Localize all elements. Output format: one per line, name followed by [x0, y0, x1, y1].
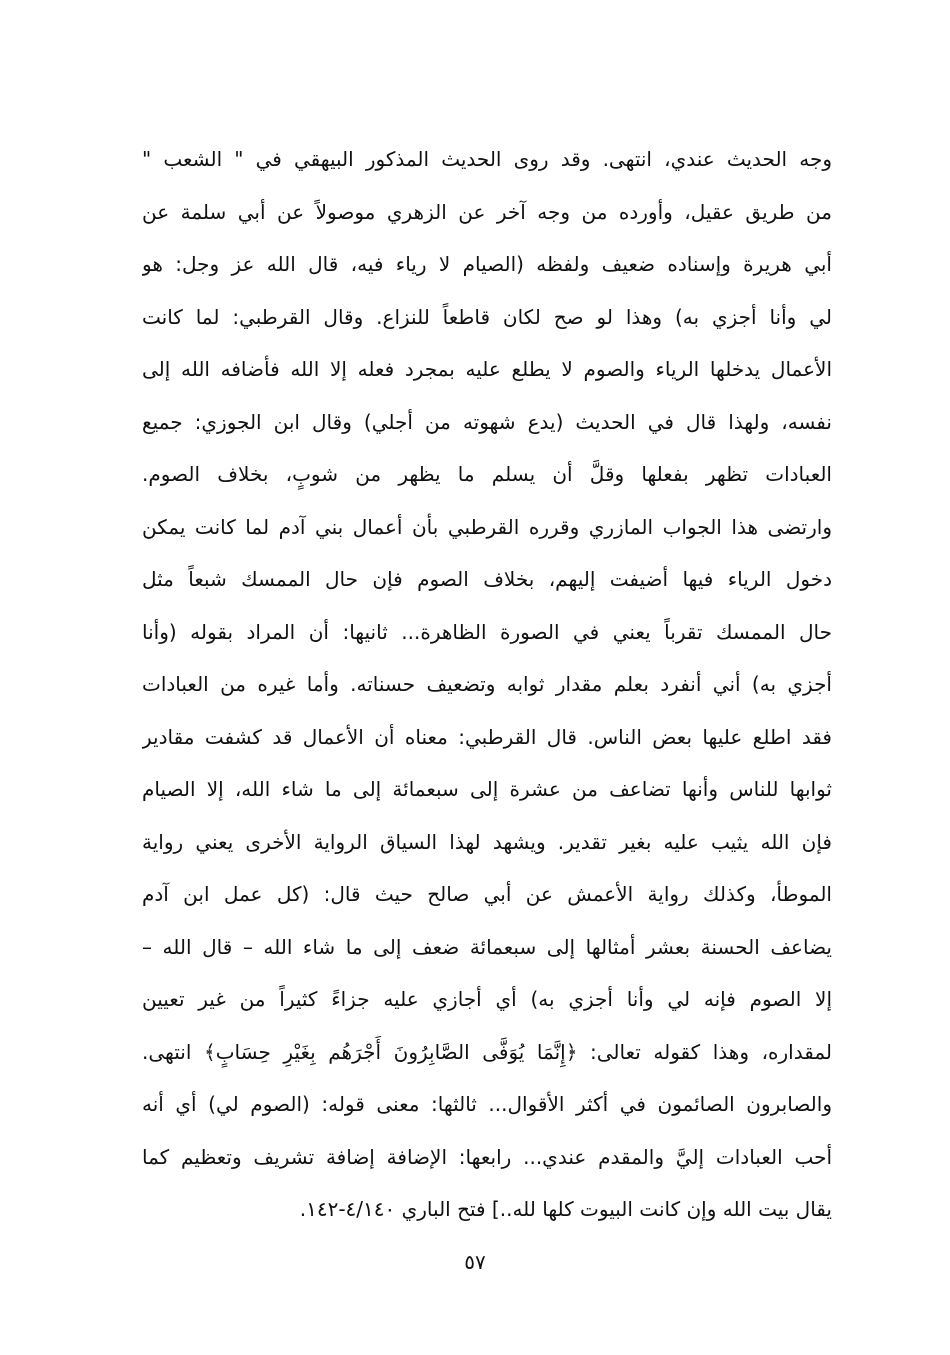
text-line-13: ثوابها للناس وأنها تضاعف من عشرة إلى سبعمائة إلى ما شاء الله، إلا الصيام [142, 777, 832, 801]
text-line-20: أحب العبادات إليَّ والمقدم عندي... رابعها: الإضافة إضافة تشريف وتعظيم كما [142, 1144, 832, 1169]
text-line-12: فقد اطلع عليها بعض الناس. قال القرطبي: معناه أن الأعمال قد كشفت مقادير [142, 724, 832, 749]
page-number: ٥٧ [464, 1250, 486, 1274]
text-line-5: الأعمال يدخلها الرياء والصوم لا يطلع عليه بمجرد فعله إلا الله فأضافه الله إلى [142, 357, 832, 381]
text-line-15: الموطأ، وكذلك رواية الأعمش عن أبي صالح حيث قال: (كل عمل ابن آدم [142, 882, 832, 906]
text-line-10: حال الممسك تقرباً يعني في الصورة الظاهرة... ثانيها: أن المراد بقوله (وأنا [142, 619, 832, 644]
text-line-9: دخول الرياء فيها أضيفت إليهم، بخلاف الصوم فإن حال الممسك شبعاً مثل [142, 567, 832, 591]
text-line-19: والصابرون الصائمون في أكثر الأقوال... ثالثها: معنى قوله: (الصوم لي) أي أنه [142, 1092, 832, 1116]
text-line-3: أبي هريرة وإسناده ضعيف ولفظه (الصيام لا رياء فيه، قال الله عز وجل: هو [142, 252, 832, 276]
text-line-8: وارتضى هذا الجواب المازري وقرره القرطبي بأن أعمال بني آدم لما كانت يمكن [142, 514, 832, 539]
text-line-1: وجه الحديث عندي، انتهى. وقد روى الحديث المذكور البيهقي في " الشعب " [142, 147, 832, 171]
text-line-2: من طريق عقيل، وأورده من وجه آخر عن الزهري موصولاً عن أبي سلمة عن [142, 199, 832, 224]
text-line-21: يقال بيت الله وإن كانت البيوت كلها لله..] فتح الباري ٤/١٤٠-١٤٢. [299, 1197, 832, 1221]
text-line-18: لمقداره، وهذا كقوله تعالى: ﴿إِنَّمَا يُوَفَّى الصَّابِرُونَ أَجْرَهُم بِغَيْرِ حِسَابٍ﴾ انتهى. [142, 1039, 832, 1064]
text-line-16: يضاعف الحسنة بعشر أمثالها إلى سبعمائة ضعف إلى ما شاء الله – قال الله – [142, 934, 832, 959]
text-line-11: أجزي به) أني أنفرد بعلم مقدار ثوابه وتضعيف حسناته. وأما غيره من العبادات [142, 672, 832, 696]
text-line-7: العبادات تظهر بفعلها وقلَّ أن يسلم ما يظهر من شوبٍ، بخلاف الصوم. [142, 462, 832, 486]
body-text [142, 133, 832, 1236]
text-line-14: فإن الله يثيب عليه بغير تقدير. ويشهد لهذا السياق الرواية الأخرى يعني رواية [142, 829, 832, 854]
text-line-4: لي وأنا أجزي به) وهذا لو صح لكان قاطعاً للنزاع. وقال القرطبي: لما كانت [142, 304, 832, 329]
text-line-6: نفسه، ولهذا قال في الحديث (يدع شهوته من أجلي) وقال ابن الجوزي: جميع [142, 409, 832, 434]
text-line-17: إلا الصوم فإنه لي وأنا أجزي به) أي أجازي عليه جزاءً كثيراً من غير تعيين [142, 987, 832, 1011]
